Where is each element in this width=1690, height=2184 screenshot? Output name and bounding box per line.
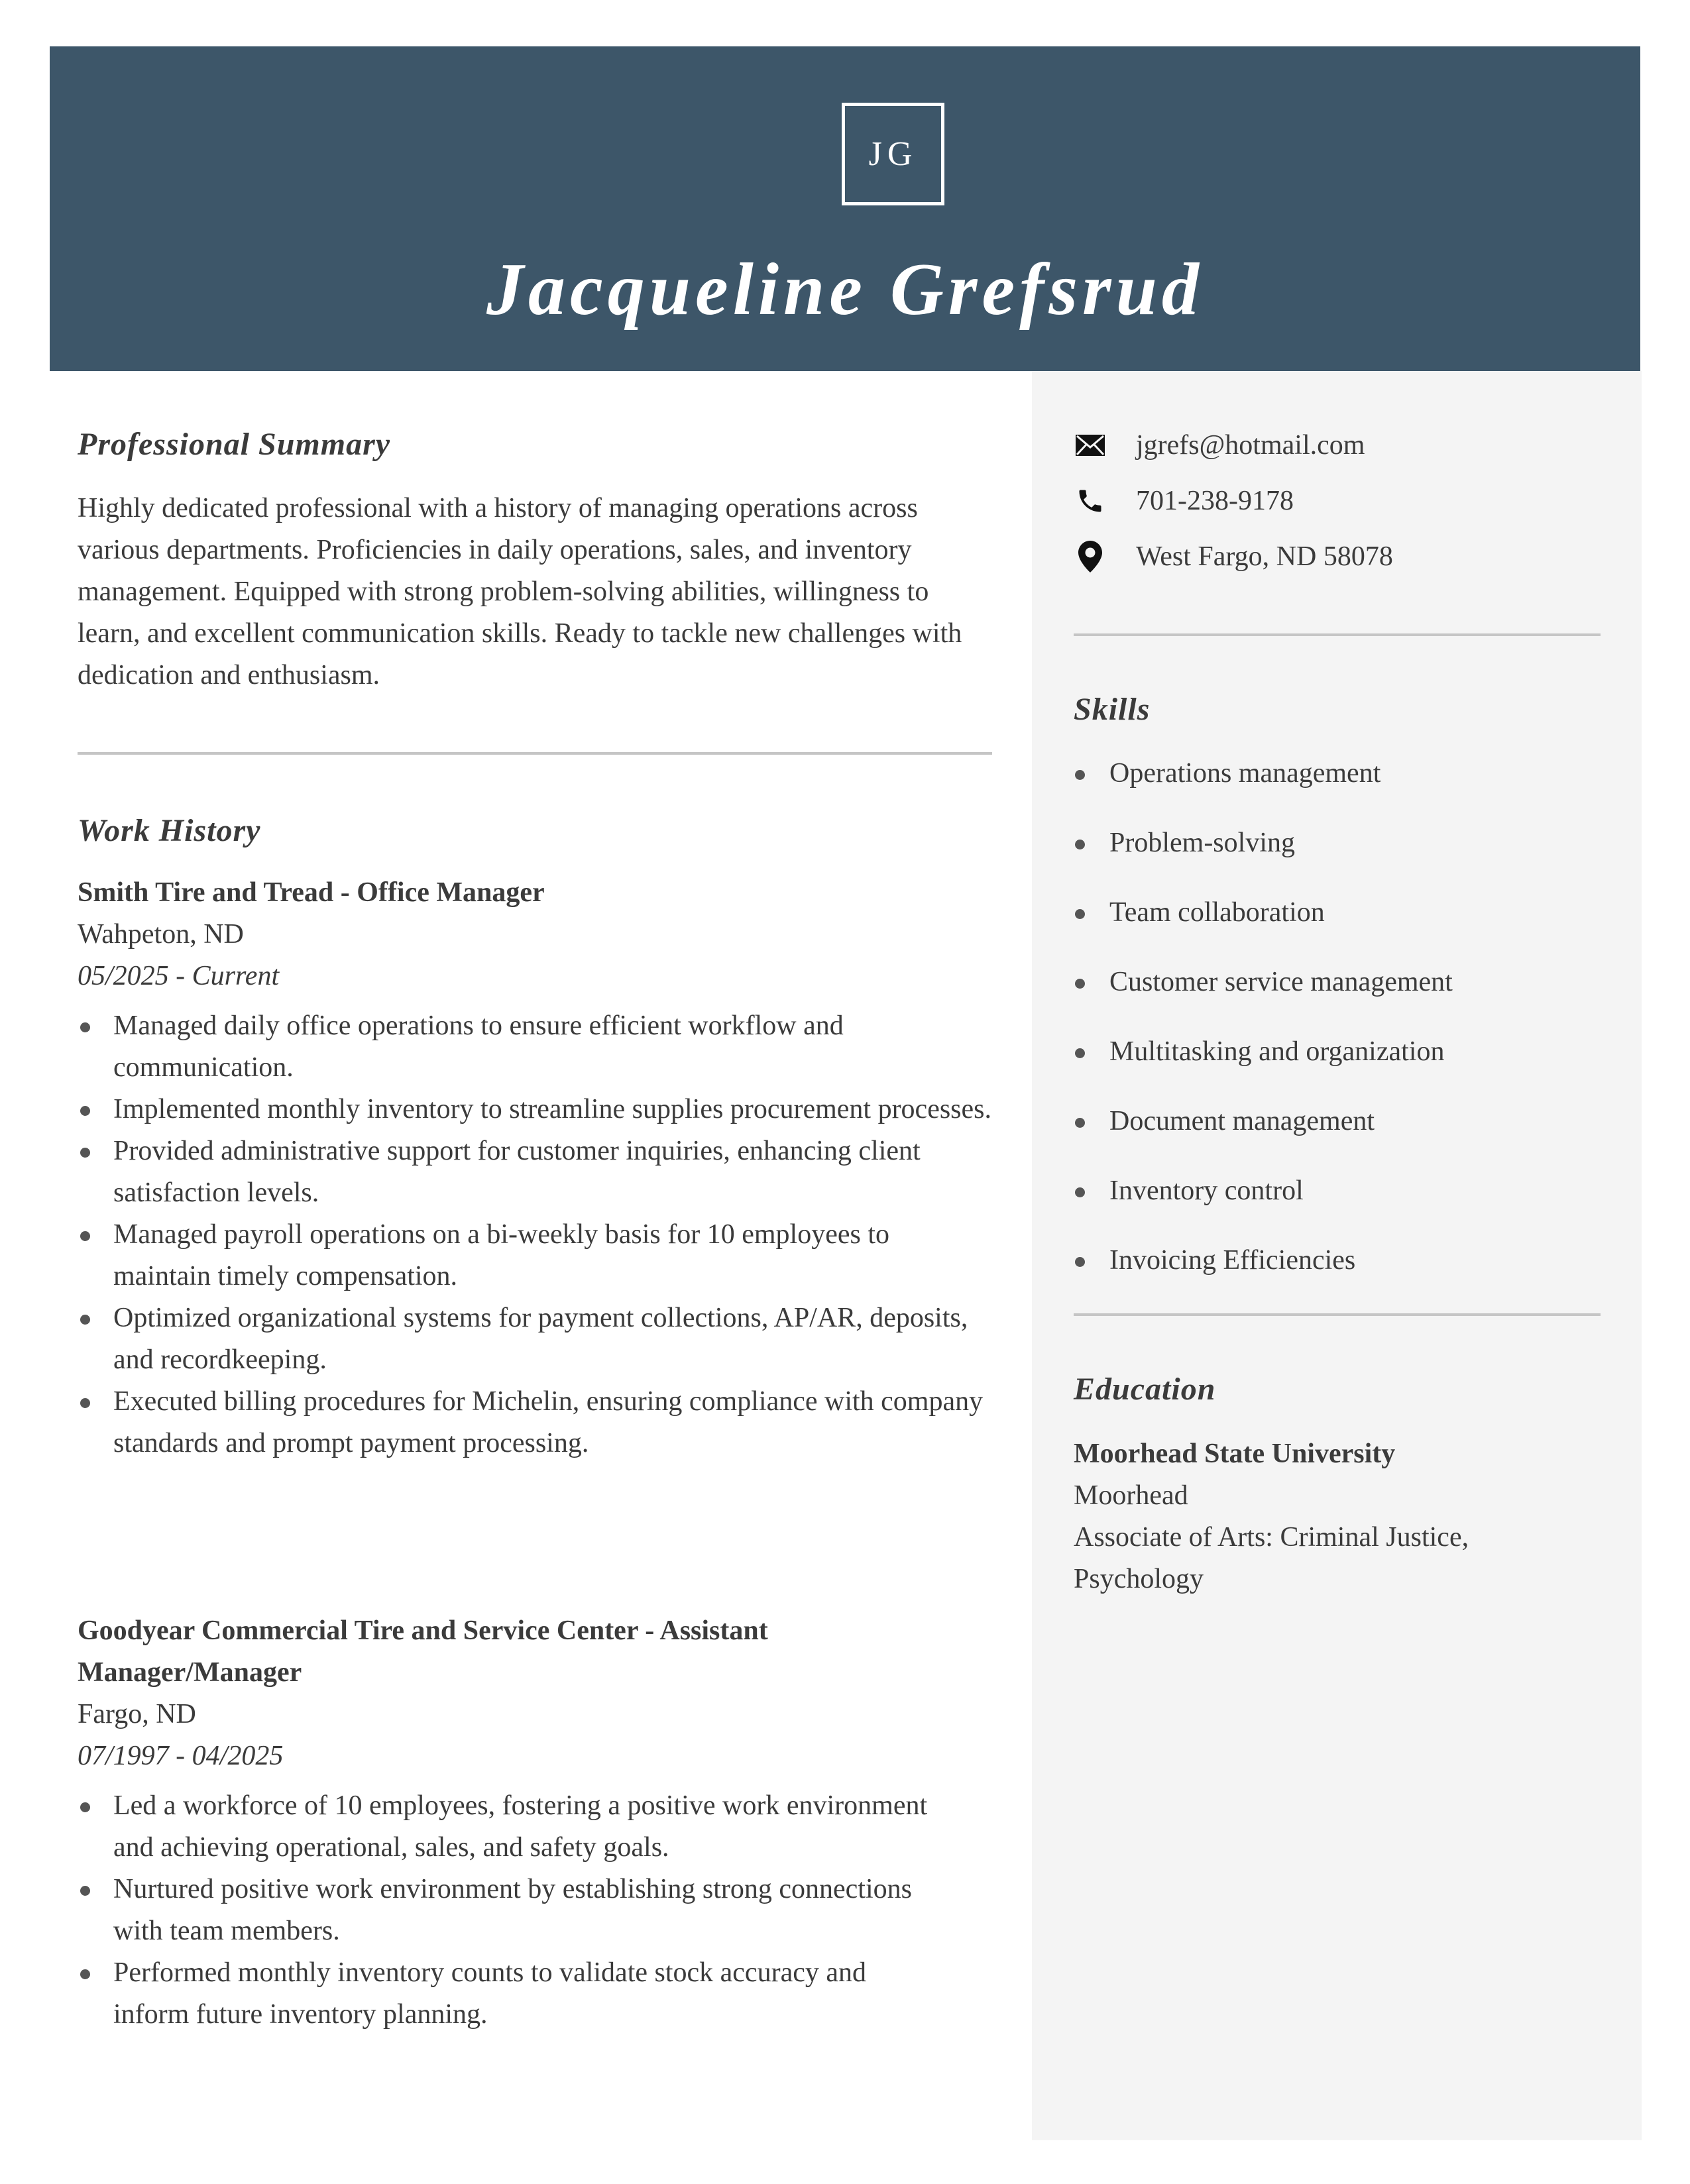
education-entry <box>1074 1433 1601 1600</box>
skill-item: Invoicing Efficiencies <box>1074 1240 1601 1309</box>
contact-email <box>1074 417 1601 473</box>
skill-item: Document management <box>1074 1101 1601 1170</box>
main-column <box>78 424 992 2036</box>
job-bullet: Provided administrative support for customer inquiries, enhancing client satisfaction levels. <box>78 1130 992 1214</box>
phone-icon <box>1074 484 1107 518</box>
phone-text: 701-238-9178 <box>1136 486 1294 516</box>
job-bullet: Led a workforce of 10 employees, fostering a positive work environment and achieving operational, sales, and safety goals. <box>78 1785 932 1869</box>
job-bullet: Managed payroll operations on a bi-weekly basis for 10 employees to maintain timely compensation. <box>78 1214 992 1297</box>
skill-item: Operations management <box>1074 753 1601 822</box>
candidate-name: Jacqueline Grefsrud <box>486 248 1204 331</box>
job-bullet: Performed monthly inventory counts to validate stock accuracy and inform future inventory planning. <box>78 1952 932 2036</box>
job-bullet: Executed billing procedures for Michelin, ensuring compliance with company standards and prompt payment processing. <box>78 1381 992 1464</box>
job-location: Wahpeton, ND <box>78 918 244 950</box>
job-entry <box>78 872 992 1464</box>
job-bullets <box>78 1005 992 1464</box>
skill-item: Multitasking and organization <box>1074 1031 1601 1101</box>
address-text: West Fargo, ND 58078 <box>1136 541 1393 572</box>
summary-heading: Professional Summary <box>78 427 391 462</box>
education-heading: Education <box>1074 1372 1216 1407</box>
section-divider <box>1074 1313 1601 1316</box>
job-bullet: Managed daily office operations to ensure efficient workflow and communication. <box>78 1005 992 1089</box>
skill-item: Team collaboration <box>1074 892 1601 961</box>
job-bullet: Optimized organizational systems for payment collections, AP/AR, deposits, and recordkeeping. <box>78 1297 992 1381</box>
job-title: Goodyear Commercial Tire and Service Center - Assistant Manager/Manager <box>78 1615 768 1688</box>
section-divider <box>1074 633 1601 636</box>
job-dates: 07/1997 - 04/2025 <box>78 1740 284 1771</box>
job-bullets <box>78 1785 932 2036</box>
work-history-heading: Work History <box>78 813 261 849</box>
email-text[interactable]: jgrefs@hotmail.com <box>1136 430 1365 461</box>
summary-text: Highly dedicated professional with a history of managing operations across various departments. Proficiencies in daily operations, sales, and inventory management. Equipped with strong problem-solving abilities, willingness to learn, and excellent communication skills. Ready to tackle new challenges with dedication and enthusiasm. <box>78 493 962 691</box>
job-title: Smith Tire and Tread - Office Manager <box>78 877 545 908</box>
job-bullet: Implemented monthly inventory to streamline supplies procurement processes. <box>78 1089 992 1130</box>
monogram: JG <box>842 103 944 205</box>
skills-heading: Skills <box>1074 692 1151 727</box>
school-location: Moorhead <box>1074 1480 1188 1511</box>
side-column <box>1074 417 1601 1600</box>
header-banner <box>50 46 1640 371</box>
location-pin-icon <box>1074 540 1107 573</box>
degree: Associate of Arts: Criminal Justice, Psychology <box>1074 1521 1469 1594</box>
skill-item: Problem-solving <box>1074 822 1601 892</box>
job-bullet: Nurtured positive work environment by establishing strong connections with team members. <box>78 1869 932 1952</box>
job-entry <box>78 1610 932 2036</box>
school-name: Moorhead State University <box>1074 1438 1396 1469</box>
contact-list <box>1074 417 1601 584</box>
skill-item: Inventory control <box>1074 1170 1601 1240</box>
job-dates: 05/2025 - Current <box>78 960 280 991</box>
contact-address <box>1074 529 1601 584</box>
skill-item: Customer service management <box>1074 961 1601 1031</box>
envelope-icon <box>1074 429 1107 462</box>
skills-list <box>1074 753 1601 1309</box>
contact-phone <box>1074 473 1601 529</box>
job-location: Fargo, ND <box>78 1698 196 1729</box>
section-divider <box>78 752 992 755</box>
